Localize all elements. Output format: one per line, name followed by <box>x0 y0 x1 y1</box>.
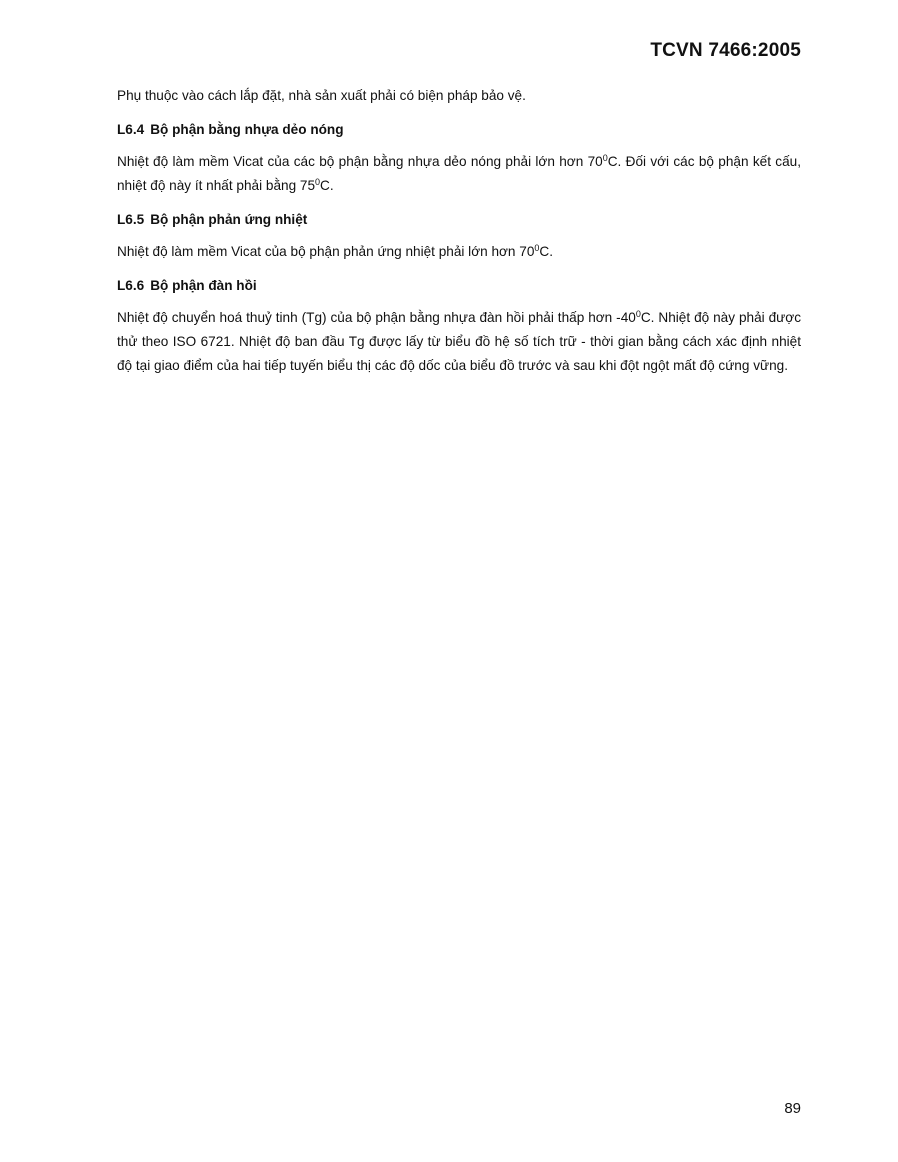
superscript: 0 <box>635 309 641 319</box>
document-code: TCVN 7466:2005 <box>650 40 801 61</box>
superscript: 0 <box>315 177 321 187</box>
body-text: C. Đối với các bộ phận kết cấu, nhiệt độ này ít nhất phải bằng 75 <box>117 154 801 193</box>
section-number: L6.5 <box>117 212 145 227</box>
section-title: Bộ phận bằng nhựa dẻo nóng <box>150 122 344 137</box>
section-heading-l6-4 <box>117 118 801 142</box>
section-heading-l6-5 <box>117 208 801 232</box>
body-text: C. <box>539 244 553 259</box>
body-text: C. Nhiệt độ này phải được thử theo ISO 6721. Nhiệt độ ban đầu Tg được lấy từ biểu đồ hệ số tích trữ - thời gian bằng cách xác định nhiệt độ tại giao điểm của hai tiếp tuyến biểu thị các độ dốc của biểu đồ trước và sau khi đột ngột mất độ cứng vững. <box>117 310 801 373</box>
section-number: L6.6 <box>117 278 145 293</box>
intro-paragraph: Phụ thuộc vào cách lắp đặt, nhà sản xuất phải có biện pháp bảo vệ. <box>117 88 526 103</box>
body-text: Nhiệt độ làm mềm Vicat của các bộ phận bằng nhựa dẻo nóng phải lớn hơn 70 <box>117 154 603 169</box>
page-number: 89 <box>784 1100 801 1117</box>
section-title: Bộ phận đàn hồi <box>150 278 257 293</box>
superscript: 0 <box>534 243 540 253</box>
section-heading-l6-6 <box>117 274 801 298</box>
body-text: Nhiệt độ làm mềm Vicat của bộ phận phản ứng nhiệt phải lớn hơn 70 <box>117 244 535 259</box>
page-content <box>117 84 801 388</box>
body-text: C. <box>320 178 334 193</box>
section-number: L6.4 <box>117 122 145 137</box>
body-text: Nhiệt độ chuyển hoá thuỷ tinh (Tg) của bộ phận bằng nhựa đàn hồi phải thấp hơn -40 <box>117 310 636 325</box>
section-body-l6-6 <box>117 306 801 378</box>
section-title: Bộ phận phản ứng nhiệt <box>150 212 308 227</box>
superscript: 0 <box>602 153 608 163</box>
section-body-l6-5 <box>117 240 801 264</box>
section-body-l6-4 <box>117 150 801 198</box>
